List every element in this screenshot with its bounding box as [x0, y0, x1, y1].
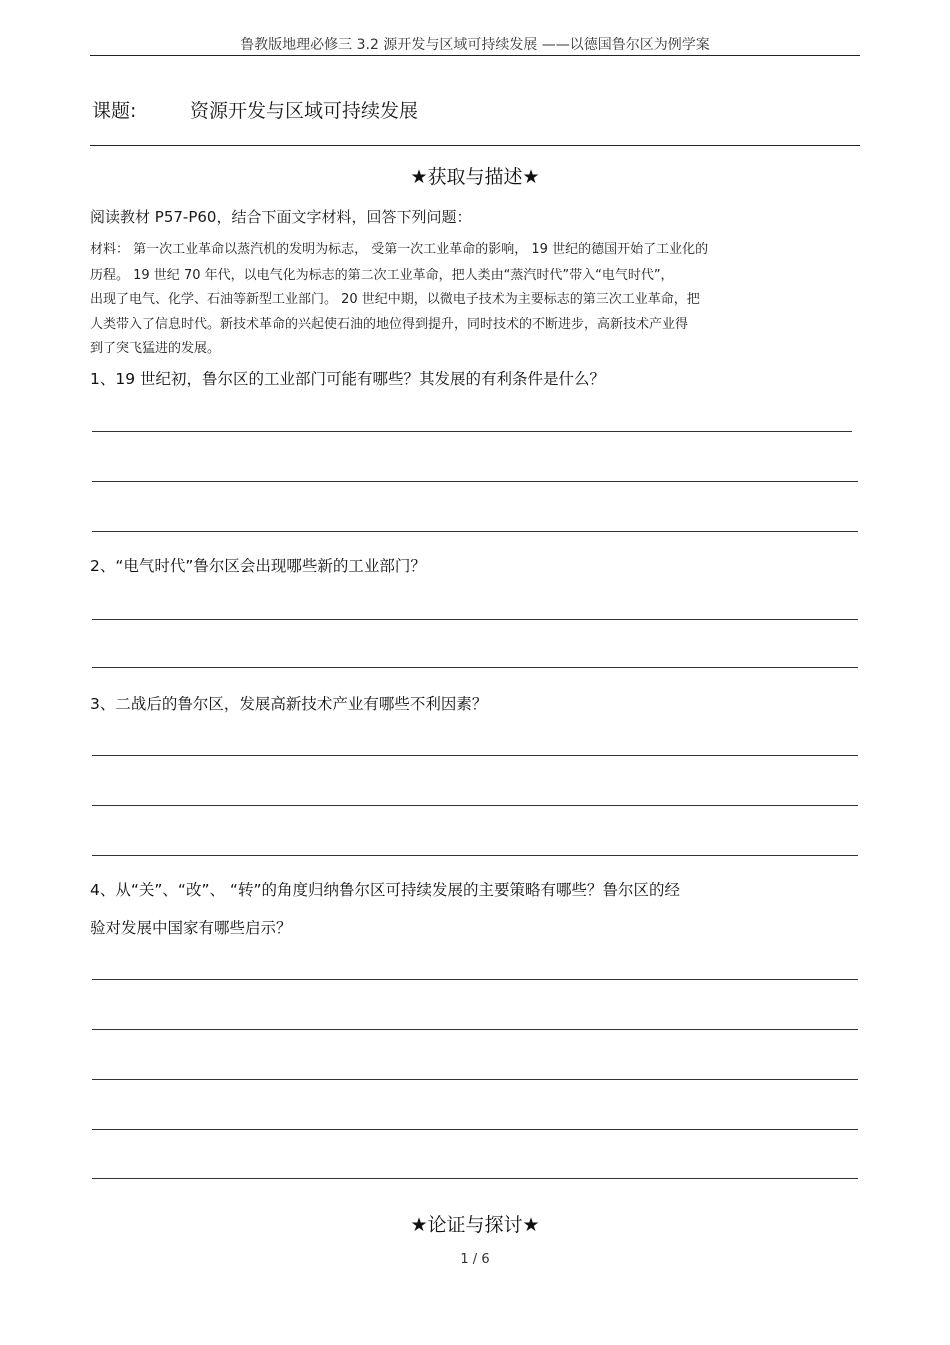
answer-line[interactable] [92, 1079, 858, 1080]
answer-line[interactable] [92, 531, 858, 532]
material-line: 人类带入了信息时代。新技术革命的兴起使石油的地位得到提升，同时技术的不断进步，高新技术产业得 [90, 317, 689, 332]
answer-line[interactable] [92, 667, 858, 668]
topic-rule [90, 145, 860, 146]
topic-title: 资源开发与区域可持续发展 [190, 100, 419, 122]
question-4-continued: 验对发展中国家有哪些启示？ [90, 919, 292, 937]
answer-line[interactable] [92, 855, 858, 856]
question-2: 2、“电气时代”鲁尔区会出现哪些新的工业部门？ [90, 557, 426, 575]
reading-instruction: 阅读教材 P57-P60，结合下面文字材料，回答下列问题： [90, 208, 472, 226]
question-4: 4、从“关”、“改”、 “转”的角度归纳鲁尔区可持续发展的主要策略有哪些？鲁尔区的经 [90, 881, 680, 899]
page-number: 1 / 6 [460, 1252, 490, 1267]
answer-line[interactable] [92, 755, 858, 756]
answer-line[interactable] [92, 1129, 858, 1130]
answer-line[interactable] [92, 1178, 858, 1179]
running-header: 鲁教版地理必修三 3.2 源开发与区域可持续发展 ——以德国鲁尔区为例学案 [240, 37, 710, 53]
header-rule [90, 55, 860, 56]
section-title-argue-discuss: ★论证与探讨★ [410, 1214, 540, 1236]
material-line: 材料： 第一次工业革命以蒸汽机的发明为标志， 受第一次工业革命的影响， 19 世纪的德国开始了工业化的 [90, 242, 709, 257]
answer-line[interactable] [92, 431, 852, 432]
question-3: 3、二战后的鲁尔区，发展高新技术产业有哪些不利因素？ [90, 695, 488, 713]
answer-line[interactable] [92, 619, 858, 620]
answer-line[interactable] [92, 1029, 858, 1030]
topic-label: 课题: [92, 100, 137, 122]
material-line: 到了突飞猛进的发展。 [90, 341, 221, 356]
answer-line[interactable] [92, 979, 858, 980]
section-title-acquire-describe: ★获取与描述★ [410, 166, 540, 188]
answer-line[interactable] [92, 805, 858, 806]
material-line: 历程。 19 世纪 70 年代，以电气化为标志的第二次工业革命，把人类由“蒸汽时代”带入“电气时代”， [90, 268, 674, 283]
material-line: 出现了电气、化学、石油等新型工业部门。 20 世纪中期，以微电子技术为主要标志的第三次工业革命，把 [90, 292, 700, 307]
answer-line[interactable] [92, 481, 858, 482]
question-1: 1、19 世纪初，鲁尔区的工业部门可能有哪些？其发展的有利条件是什么？ [90, 370, 606, 388]
